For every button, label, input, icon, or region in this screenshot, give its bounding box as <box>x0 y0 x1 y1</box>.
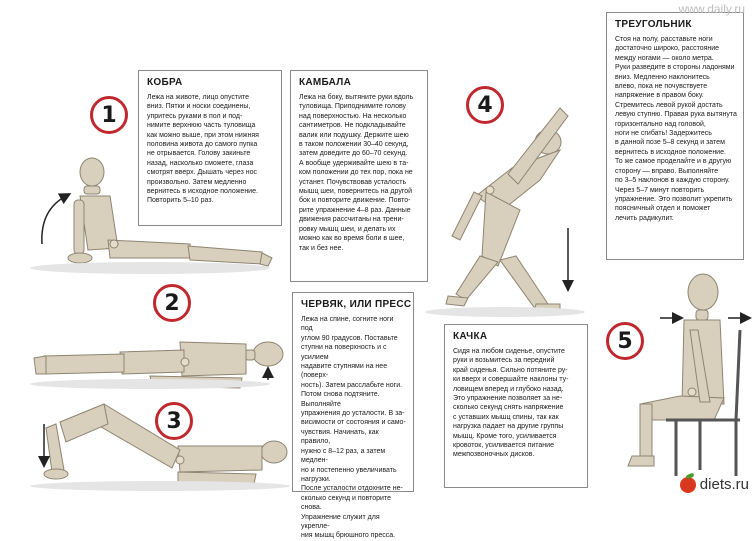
exercise-description: Сидя на любом сиденье, опустите руки и возьмитесь за передний край сиденья. Сильно потяните ру- ки вверх и совершайте наклоны ту- ловищем вперед и глубоко назад. Это упражнение позволяет за не- сколько секунд снять напряжение с уставших мышц спины, так как нагрузка падает на другие группы мышц. Кроме того, усиливается кровоток, усиливается питание межпозвоночных дисков. <box>453 348 569 459</box>
exercise-number-2: 2 <box>153 284 191 322</box>
exercise-number-4: 4 <box>466 86 504 124</box>
exercise-title: КАМБАЛА <box>299 77 352 88</box>
exercise-description: Лежа на боку, вытяните руки вдоль туловища. Приподнимите голову над поверхностью. На несколько сантиметров. Не подкладывайте валик или подушку. Держите шею в таком положении 30–40 секунд, затем доведите до 60–70 секунд. А вообще удерживайте шею в та- ком положении до тех пор, пока не устанет. Почувствовав усталость мышц шеи, повернитесь на другой бок и повторите движение. Повто- рите упражнение 4–8 раз. Данные движения рассчитаны на трени- ровку мышц шеи, и делать их можно как во время боли в шее, так и без нее. <box>299 94 414 252</box>
exercise-number-3: 3 <box>155 402 193 440</box>
exercise-title: ТРЕУГОЛЬНИК <box>615 19 692 30</box>
exercise-description: Лежа на спине, согните ноги под углом 90 градусов. Поставьте ступни на поверхность и с усилием надавите ступнями на нее (поверх- ность). Затем расслабьте ноги. Потом снова подтяните. Выполняйте упражнения до усталости. В за- висимости от состояния и само- чувствия. Начинать, как правило, нужно с 8–12 раз, а затем медлен- но и постепенно увеличивать нагрузки. После усталости отдохните не- сколько секунд и повторите снова. Упражнение служит для укрепле- ния мышц брюшного пресса. <box>301 316 406 540</box>
motion-arrow-up <box>42 196 66 244</box>
exercise-card-kachka <box>444 324 588 488</box>
logo-text: diets.ru <box>699 476 749 493</box>
exercise-title: КОБРА <box>147 77 183 88</box>
exercise-title: КАЧКА <box>453 331 488 342</box>
apple-icon <box>680 477 696 493</box>
exercise-card-cobra <box>138 70 282 226</box>
exercise-number-1: 1 <box>90 96 128 134</box>
exercise-description: Лежа на животе, лицо опустите вниз. Пятки и носки соединены, упритесь руками в пол и под- нимите верхнюю часть туловища как можно выше, при этом нижняя половина живота до самого пупка не отрывается. Голову закиньте назад, насколько сможете, глаза смотрят вверх. Дышать через нос произвольно. Затем медленно вернитесь в исходное положение. Повторить 5–10 раз. <box>147 94 259 205</box>
watermark: www.daily.ru <box>678 2 745 16</box>
exercise-number-5: 5 <box>606 322 644 360</box>
triangle-figure <box>446 108 568 312</box>
site-logo[interactable] <box>680 476 749 493</box>
exercise-card-kambala <box>290 70 428 282</box>
exercise-card-worm <box>292 292 414 540</box>
exercise-description: Стоя на полу, расставьте ноги достаточно широко, расстояние между ногами — около метра. Руки разведите в стороны ладонями вниз. Медленно наклонитесь влево, пока не почувствуете напряжение в правом боку. Стремитесь левой рукой достать левую ступню. Правая рука вытянута горизонтально над головой, ноги не сгибать! Задержитесь в данной позе 5–8 секунд и затем вернитесь в исходное положение. То же самое проделайте и в другую сторону — вправо. Выполняйте по 3–5 наклонов в каждую сторону. Через 5–7 минут повторить упражнение. Это позволит укрепить поясничный отдел и поможет лечить радикулит. <box>615 36 737 222</box>
exercise-card-triangle <box>606 12 744 260</box>
exercise-title: ЧЕРВЯК, ИЛИ ПРЕСС <box>301 299 412 310</box>
